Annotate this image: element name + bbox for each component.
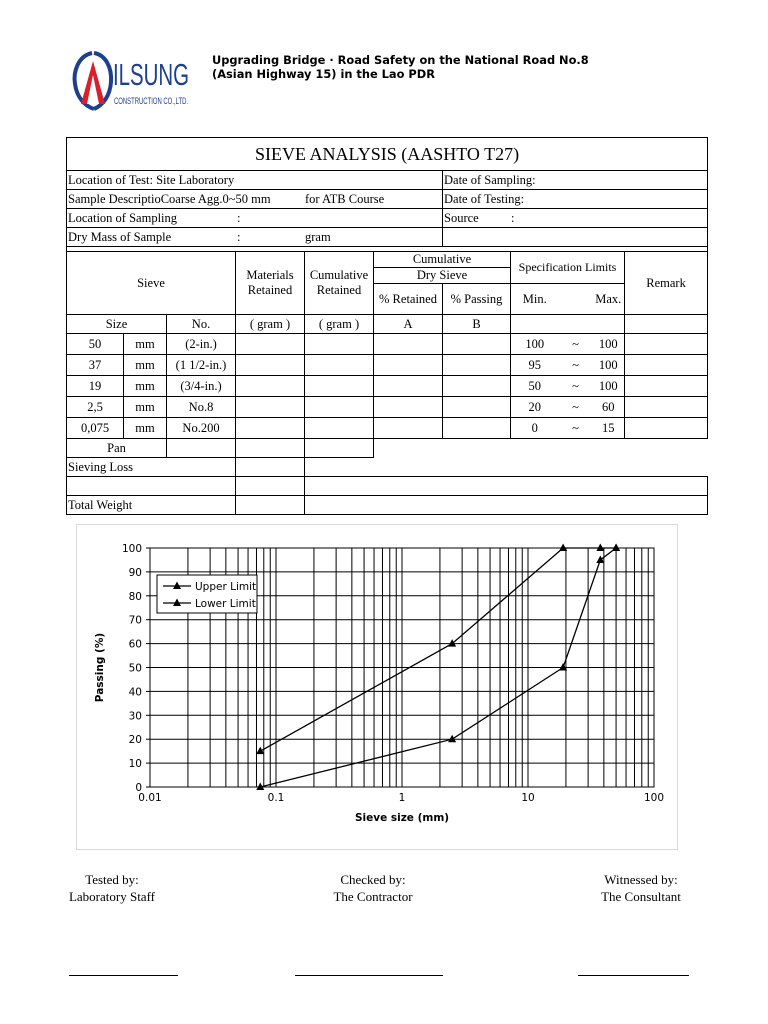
materials-retained-cell [236, 376, 305, 397]
cumulative-dry-sieve-line-2: Dry Sieve [374, 267, 510, 283]
series-point-1 [612, 544, 620, 552]
max-header: Max. [593, 284, 625, 315]
location-of-sampling-row [67, 209, 443, 228]
location-of-sampling-label: Location of Sampling [68, 210, 178, 225]
sieve-size: 2,5 [67, 397, 124, 418]
specification-limits-header: Specification Limits [511, 252, 625, 284]
cumulative-retained-cell [305, 397, 374, 418]
sieve-no: No.200 [167, 418, 236, 439]
dry-mass-row [67, 228, 443, 247]
sieve-no: (2-in.) [167, 334, 236, 355]
series-point-0 [559, 544, 567, 552]
materials-unit: ( gram ) [236, 315, 305, 334]
witnessed-by-label: Witnessed by: [604, 872, 678, 887]
y-tick-label: 40 [128, 686, 142, 699]
witnessed-by-block [588, 871, 694, 905]
x-tick-label: 100 [643, 792, 665, 804]
sample-description-row [67, 190, 443, 209]
tested-signature-line [69, 975, 178, 976]
y-tick-label: 70 [128, 614, 142, 627]
materials-retained-cell [236, 355, 305, 376]
sieve-header: Sieve [67, 252, 236, 315]
pct-retained-cell [374, 376, 443, 397]
sieve-row [67, 418, 708, 439]
checked-by-name: The Contractor [333, 889, 413, 904]
limits-unit-gap-2 [559, 315, 593, 334]
cumulative-retained-cell [305, 418, 374, 439]
checked-by-label: Checked by: [340, 872, 406, 887]
sieve-size: 50 [67, 334, 124, 355]
dry-mass-unit: gram [305, 229, 331, 244]
series-point-1 [448, 735, 456, 743]
x-tick-label: 10 [521, 792, 535, 804]
x-tick-label: 0.01 [138, 792, 162, 804]
blank-cell [443, 228, 708, 247]
limits-unit-gap-3 [593, 315, 625, 334]
y-tick-label: 90 [128, 566, 142, 579]
sieving-loss-label: Sieving Loss [67, 458, 236, 477]
date-of-sampling: Date of Sampling: [443, 171, 708, 190]
min-header: Min. [511, 284, 559, 315]
y-tick-label: 30 [128, 710, 142, 723]
cumulative-retained-cell [305, 376, 374, 397]
sieve-no: (3/4-in.) [167, 376, 236, 397]
pct-passing-header: % Passing [443, 284, 511, 315]
size-header: Size [67, 315, 167, 334]
remark-cell [625, 397, 708, 418]
spec-tilde: ~ [559, 418, 593, 439]
source-label: Source [444, 210, 479, 225]
pct-retained-cell [374, 355, 443, 376]
sieve-row [67, 397, 708, 418]
col-a-label: A [374, 315, 443, 334]
no-header: No. [167, 315, 236, 334]
remark-unit-cell [625, 315, 708, 334]
spacer-right [305, 477, 708, 496]
sieve-row [67, 334, 708, 355]
project-title [212, 53, 589, 81]
sieve-no: No.8 [167, 397, 236, 418]
gradation-chart [76, 524, 678, 850]
pct-retained-cell [374, 397, 443, 418]
spec-tilde: ~ [559, 397, 593, 418]
pan-cumulative [305, 439, 374, 458]
sieve-row [67, 376, 708, 397]
y-tick-label: 0 [135, 782, 142, 794]
cumulative-dry-sieve-line-1: Cumulative [412, 252, 472, 266]
sieving-loss-value [236, 458, 305, 477]
series-point-0 [596, 544, 604, 552]
series-point-1 [596, 555, 604, 563]
spec-max: 100 [593, 376, 625, 397]
y-tick-label: 20 [128, 734, 142, 747]
limits-gap [559, 284, 593, 315]
cumulative-dry-sieve-header [374, 252, 511, 284]
remark-cell [625, 418, 708, 439]
witnessed-by-name: The Consultant [601, 889, 681, 904]
sample-description-label: Sample Descriptio [68, 191, 161, 206]
cumulative-unit: ( gram ) [305, 315, 374, 334]
y-tick-label: 100 [121, 543, 142, 555]
checked-signature-line [295, 975, 443, 976]
x-axis-title: Sieve size (mm) [354, 812, 450, 824]
materials-retained-header: Materials Retained [236, 252, 305, 315]
spec-max: 100 [593, 334, 625, 355]
y-tick-label: 50 [128, 662, 142, 675]
spec-max: 60 [593, 397, 625, 418]
pct-retained-header: % Retained [374, 284, 443, 315]
pct-retained-cell [374, 334, 443, 355]
source-colon: : [511, 210, 515, 225]
tested-by-block [62, 871, 162, 905]
spec-min: 20 [511, 397, 559, 418]
x-tick-label: 1 [398, 792, 406, 804]
pan-label: Pan [67, 439, 167, 458]
ilsung-logo [72, 50, 202, 112]
pct-retained-cell [374, 418, 443, 439]
materials-retained-cell [236, 334, 305, 355]
materials-retained-cell [236, 418, 305, 439]
remark-cell [625, 334, 708, 355]
remark-cell [625, 355, 708, 376]
logo-subtitle: CONSTRUCTION CO.,LTD. [114, 96, 188, 106]
sieve-unit: mm [124, 397, 167, 418]
pct-passing-cell [443, 334, 511, 355]
total-weight-value [236, 496, 305, 515]
sample-description-value: Coarse Agg.0~50 mm [160, 191, 271, 206]
y-tick-label: 80 [128, 590, 142, 603]
spec-min: 50 [511, 376, 559, 397]
materials-retained-cell [236, 397, 305, 418]
witnessed-signature-line [578, 975, 689, 976]
spec-min: 0 [511, 418, 559, 439]
spec-max: 15 [593, 418, 625, 439]
pct-passing-cell [443, 376, 511, 397]
location-of-sampling-colon: : [237, 210, 241, 225]
form-title: SIEVE ANALYSIS (AASHTO T27) [67, 138, 708, 171]
tested-by-label: Tested by: [85, 872, 139, 887]
sieve-unit: mm [124, 418, 167, 439]
y-tick-label: 60 [128, 638, 142, 651]
project-line-2: (Asian Highway 15) in the Lao PDR [212, 67, 435, 81]
dry-mass-colon: : [237, 229, 241, 244]
spacer-left [67, 477, 236, 496]
col-b-label: B [443, 315, 511, 334]
spec-min: 95 [511, 355, 559, 376]
spec-max: 100 [593, 355, 625, 376]
pan-blank [374, 439, 708, 458]
pct-passing-cell [443, 355, 511, 376]
location-of-test: Location of Test: Site Laboratory [67, 171, 443, 190]
tested-by-name: Laboratory Staff [68, 889, 156, 904]
sieving-loss-blank [305, 458, 708, 477]
sieve-size: 37 [67, 355, 124, 376]
spec-tilde: ~ [559, 376, 593, 397]
spec-tilde: ~ [559, 334, 593, 355]
pct-passing-cell [443, 418, 511, 439]
series-point-0 [256, 747, 264, 755]
legend-label: Upper Limit [195, 581, 257, 593]
sieve-analysis-form [66, 137, 708, 515]
checked-by-block [318, 871, 428, 905]
y-tick-label: 10 [128, 758, 142, 771]
spec-tilde: ~ [559, 355, 593, 376]
spec-min: 100 [511, 334, 559, 355]
total-weight-label: Total Weight [67, 496, 236, 515]
y-axis-title: Passing (%) [94, 632, 106, 703]
x-tick-label: 0.1 [267, 792, 285, 804]
dry-mass-label: Dry Mass of Sample [68, 229, 172, 244]
sample-for: for ATB Course [305, 191, 385, 206]
sieve-size: 19 [67, 376, 124, 397]
cumulative-retained-header: Cumulative Retained [305, 252, 374, 315]
series-point-0 [448, 639, 456, 647]
remark-cell [625, 376, 708, 397]
sieve-no: (1 1/2-in.) [167, 355, 236, 376]
logo-wordmark: ILSUNG [113, 57, 189, 92]
project-line-1: Upgrading Bridge · Road Safety on the National Road No.8 [212, 53, 589, 67]
sieve-rows [67, 334, 708, 439]
cumulative-retained-cell [305, 334, 374, 355]
legend-label: Lower Limit [195, 598, 256, 610]
sieve-unit: mm [124, 376, 167, 397]
date-of-testing: Date of Testing: [443, 190, 708, 209]
pan-no [167, 439, 236, 458]
spacer-mid [236, 477, 305, 496]
total-weight-blank [305, 496, 708, 515]
sieve-row [67, 355, 708, 376]
source-row [443, 209, 708, 228]
remark-header: Remark [625, 252, 708, 315]
pan-materials [236, 439, 305, 458]
limits-unit-gap [511, 315, 559, 334]
gradation-chart-svg [77, 525, 679, 851]
cumulative-retained-cell [305, 355, 374, 376]
sieve-unit: mm [124, 334, 167, 355]
pct-passing-cell [443, 397, 511, 418]
sieve-size: 0,075 [67, 418, 124, 439]
sieve-unit: mm [124, 355, 167, 376]
